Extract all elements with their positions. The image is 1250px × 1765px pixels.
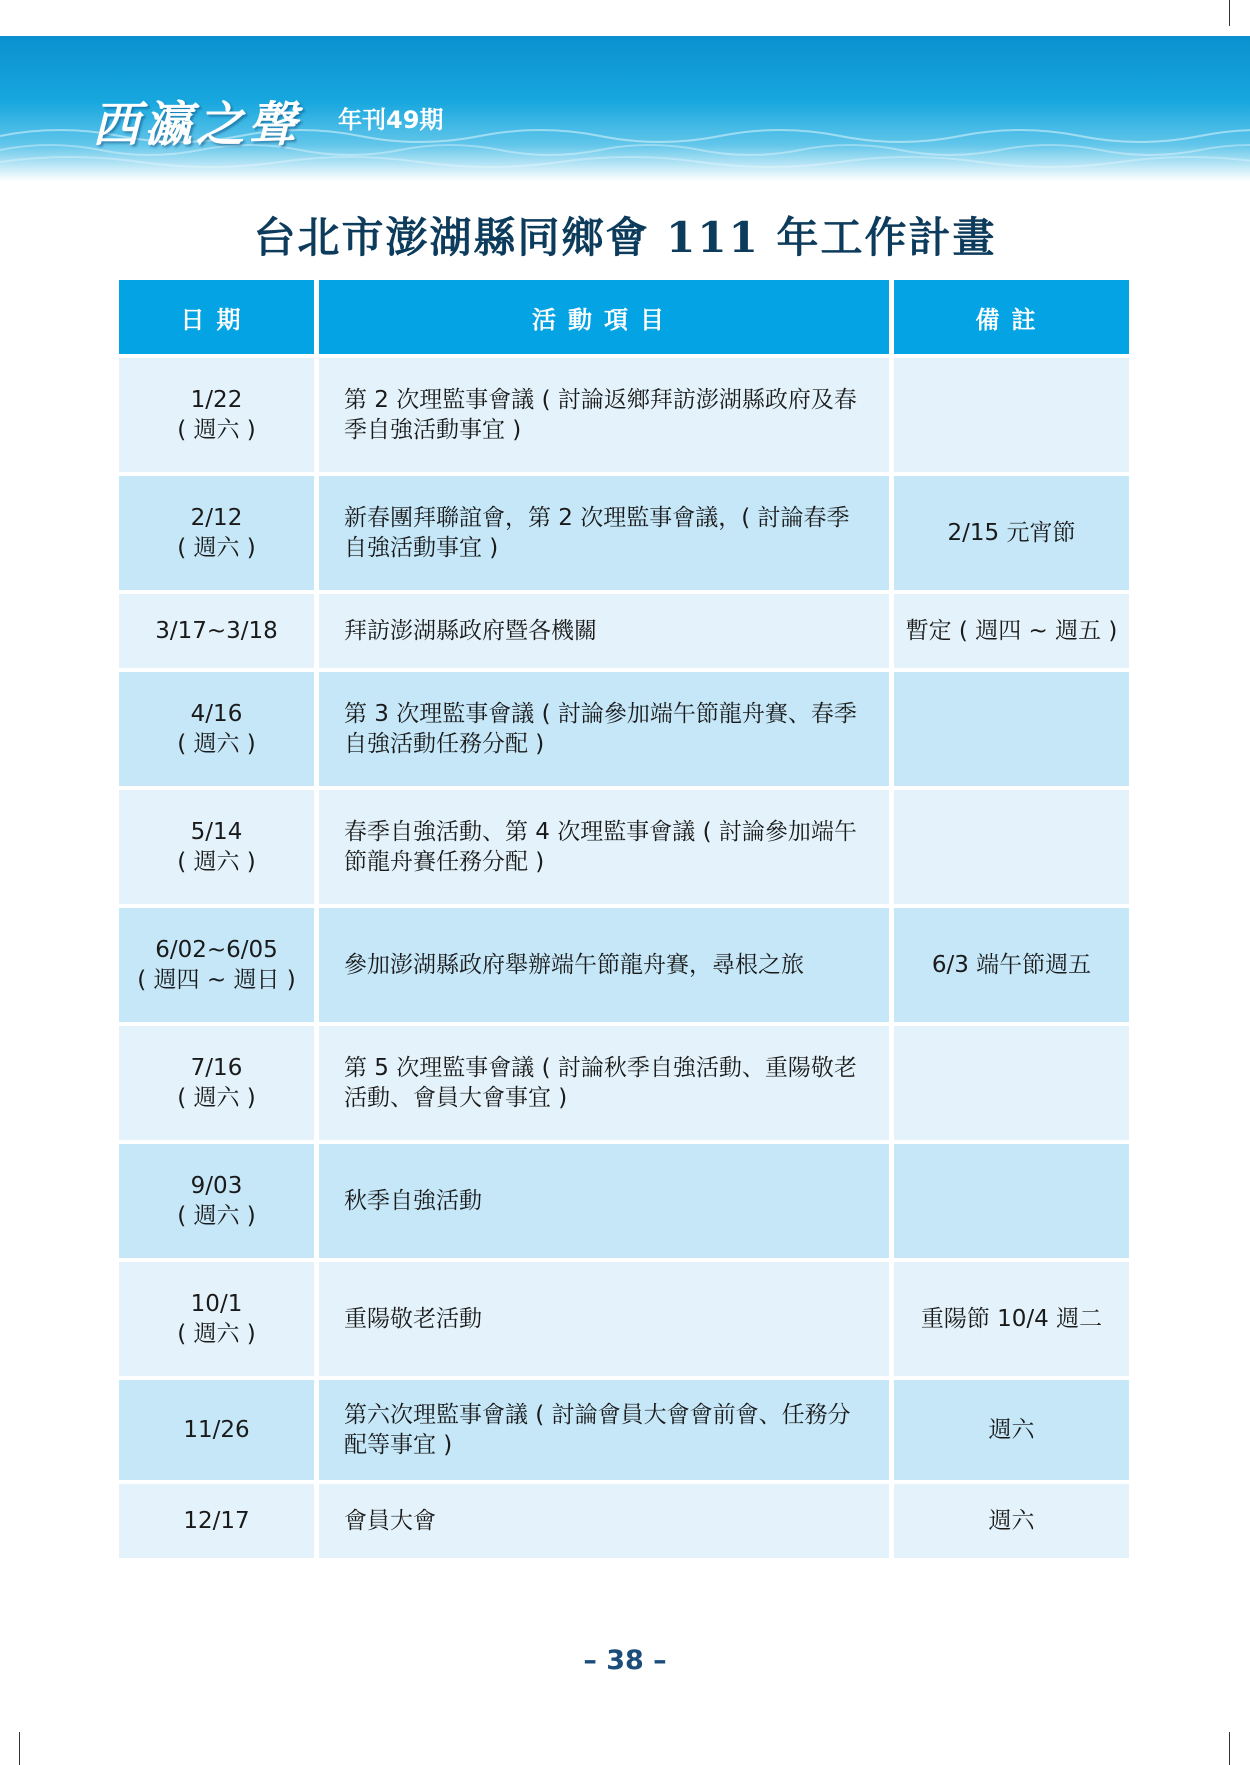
table-header-row <box>119 280 1129 354</box>
weekday-value: ( 週六 ) <box>177 1321 256 1347</box>
date-cell <box>119 1144 314 1258</box>
weekday-value: ( 週四 ~ 週日 ) <box>137 967 296 993</box>
note-cell <box>894 1144 1129 1258</box>
note-cell <box>894 358 1129 472</box>
date-value: 11/26 <box>183 1416 250 1443</box>
table-row <box>119 1144 1129 1258</box>
activity-cell <box>319 672 889 786</box>
note-cell <box>894 1026 1129 1140</box>
activity-cell <box>319 908 889 1022</box>
column-header-note: 備註 <box>894 280 1129 354</box>
date-value: 10/1 <box>190 1290 243 1317</box>
note-cell: 暫定 ( 週四 ~ 週五 ) <box>894 594 1129 668</box>
activity-text: 會員大會 <box>344 1507 436 1534</box>
work-plan-table <box>114 276 1134 1562</box>
weekday-value: ( 週六 ) <box>177 535 256 561</box>
activity-cell <box>319 476 889 590</box>
weekday-value: ( 週六 ) <box>177 1085 256 1111</box>
note-cell: 重陽節 10/4 週二 <box>894 1262 1129 1376</box>
date-value: 12/17 <box>183 1507 250 1534</box>
table-row <box>119 476 1129 590</box>
activity-text: 拜訪澎湖縣政府暨各機關 <box>344 617 597 644</box>
date-cell <box>119 1484 314 1558</box>
activity-cell <box>319 1026 889 1140</box>
date-cell <box>119 1026 314 1140</box>
table-row <box>119 790 1129 904</box>
activity-text: 第 2 次理監事會議 ( 討論返鄉拜訪澎湖縣政府及春季自強活動事宜 ) <box>344 386 857 443</box>
activity-cell <box>319 1144 889 1258</box>
table-row <box>119 1262 1129 1376</box>
date-cell <box>119 358 314 472</box>
activity-text: 參加澎湖縣政府舉辦端午節龍舟賽，尋根之旅 <box>344 951 804 978</box>
date-value: 6/02~6/05 <box>155 936 278 963</box>
activity-cell <box>319 790 889 904</box>
table-row <box>119 358 1129 472</box>
date-value: 2/12 <box>190 504 243 531</box>
weekday-value: ( 週六 ) <box>177 849 256 875</box>
note-cell: 6/3 端午節週五 <box>894 908 1129 1022</box>
note-cell: 2/15 元宵節 <box>894 476 1129 590</box>
date-cell <box>119 790 314 904</box>
note-cell: 週六 <box>894 1484 1129 1558</box>
date-cell <box>119 1262 314 1376</box>
activity-text: 新春團拜聯誼會，第 2 次理監事會議，( 討論春季自強活動事宜 ) <box>344 504 850 561</box>
activity-text: 第 3 次理監事會議 ( 討論參加端午節龍舟賽、春季自強活動任務分配 ) <box>344 700 857 757</box>
crop-mark-top-right <box>1229 0 1230 26</box>
activity-text: 重陽敬老活動 <box>344 1305 482 1332</box>
crop-mark-bottom-left <box>19 1732 20 1765</box>
table-row <box>119 594 1129 668</box>
note-cell <box>894 672 1129 786</box>
weekday-value: ( 週六 ) <box>177 731 256 757</box>
header-banner <box>0 36 1250 181</box>
activity-cell <box>319 1380 889 1480</box>
date-value: 7/16 <box>190 1054 243 1081</box>
table-row <box>119 908 1129 1022</box>
magazine-logo: 西瀛之聲 <box>92 97 301 153</box>
note-cell <box>894 790 1129 904</box>
date-value: 3/17~3/18 <box>155 617 278 644</box>
activity-text: 第 5 次理監事會議 ( 討論秋季自強活動、重陽敬老活動、會員大會事宜 ) <box>344 1054 857 1111</box>
date-cell <box>119 908 314 1022</box>
table-row <box>119 1380 1129 1480</box>
activity-cell <box>319 1484 889 1558</box>
issue-label: 年刊49期 <box>338 106 444 134</box>
page-title: 台北市澎湖縣同鄉會 111 年工作計畫 <box>253 213 997 262</box>
date-value: 9/03 <box>190 1172 243 1199</box>
date-cell <box>119 594 314 668</box>
date-value: 1/22 <box>190 386 243 413</box>
table-row <box>119 1484 1129 1558</box>
crop-mark-bottom-right <box>1229 1732 1230 1765</box>
column-header-activity: 活動項目 <box>319 280 889 354</box>
page-number: – 38 – <box>583 1645 667 1676</box>
weekday-value: ( 週六 ) <box>177 417 256 443</box>
activity-cell <box>319 358 889 472</box>
weekday-value: ( 週六 ) <box>177 1203 256 1229</box>
activity-text: 春季自強活動、第 4 次理監事會議 ( 討論參加端午節龍舟賽任務分配 ) <box>344 818 857 875</box>
date-cell <box>119 672 314 786</box>
activity-cell <box>319 594 889 668</box>
table-row <box>119 672 1129 786</box>
column-header-date: 日期 <box>119 280 314 354</box>
date-cell <box>119 476 314 590</box>
table-row <box>119 1026 1129 1140</box>
date-value: 5/14 <box>190 818 243 845</box>
activity-text: 第六次理監事會議 ( 討論會員大會會前會、任務分配等事宜 ) <box>344 1401 851 1458</box>
note-cell: 週六 <box>894 1380 1129 1480</box>
date-value: 4/16 <box>190 700 243 727</box>
date-cell <box>119 1380 314 1480</box>
activity-text: 秋季自強活動 <box>344 1187 482 1214</box>
activity-cell <box>319 1262 889 1376</box>
